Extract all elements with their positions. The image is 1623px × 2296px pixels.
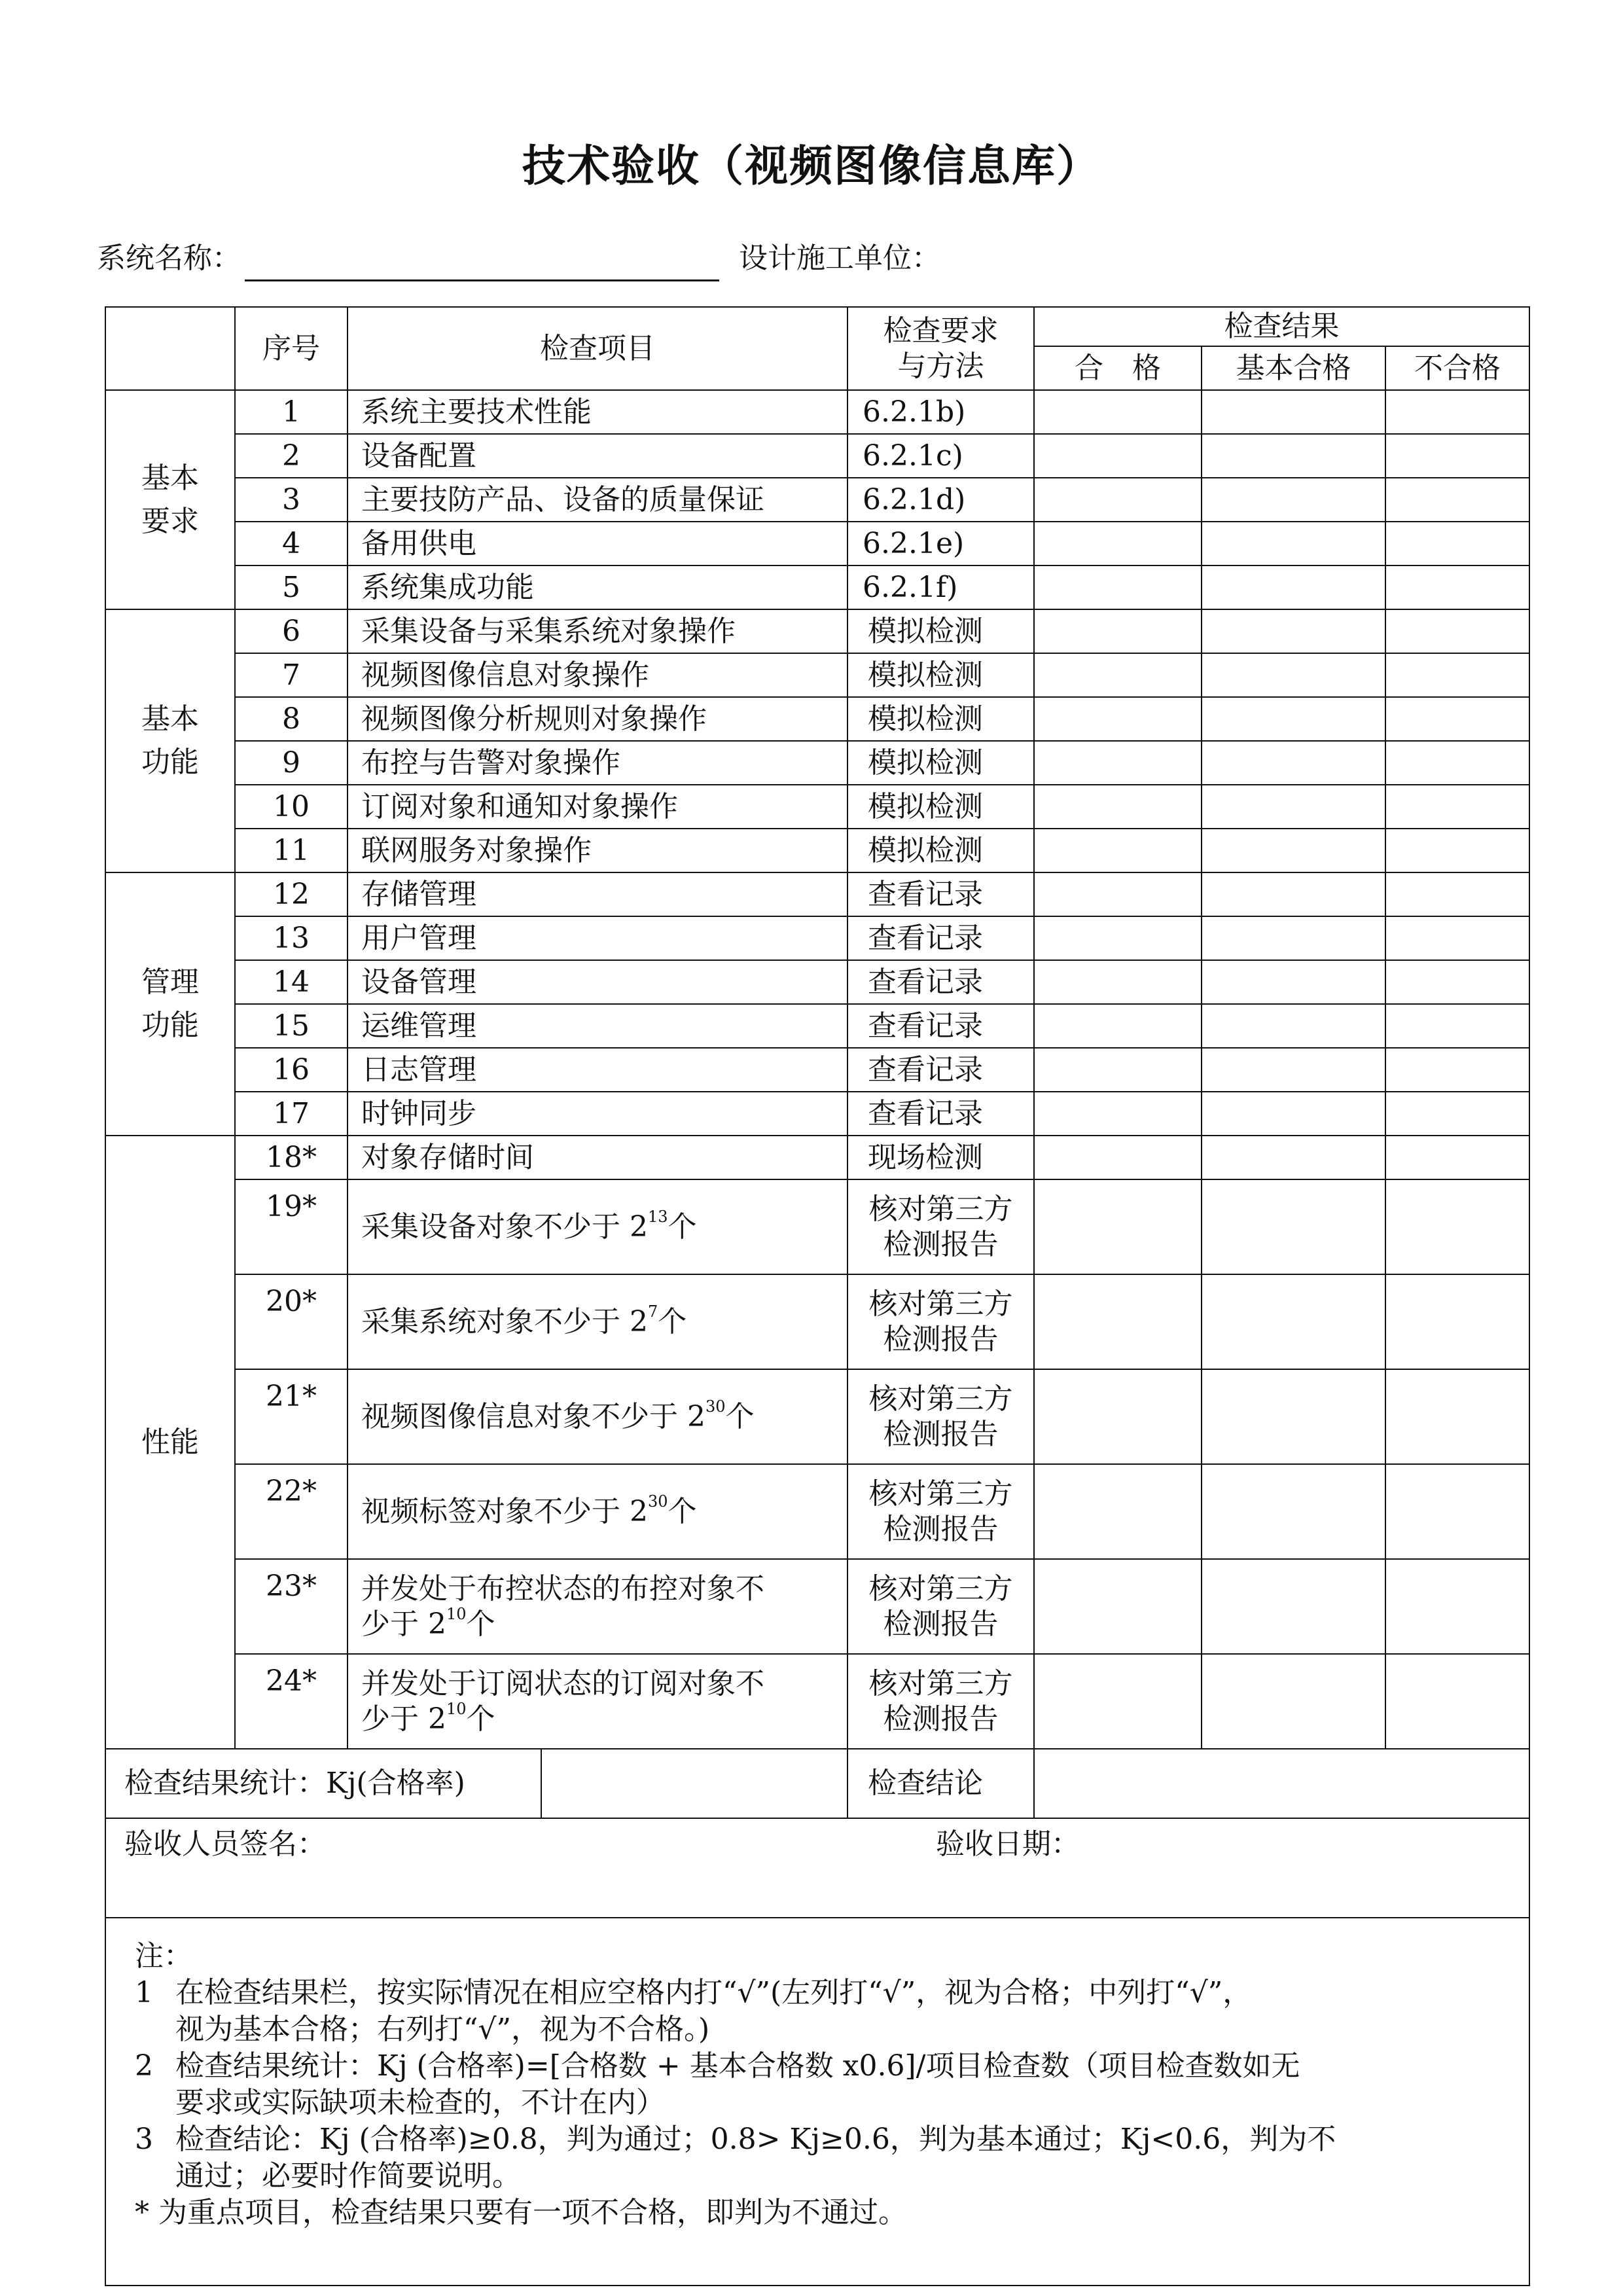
- col-header-method-line1: 检查要求: [883, 314, 999, 348]
- method-cell: 查看记录: [847, 916, 1034, 960]
- seq-cell: 17: [235, 1092, 348, 1136]
- result-basic-pass-cell[interactable]: [1202, 1092, 1385, 1136]
- method-cell: [847, 1369, 1034, 1464]
- note-1-number: 1: [135, 1976, 153, 2009]
- method-cell: [847, 1274, 1034, 1369]
- method-cell: 模拟检测: [847, 653, 1034, 697]
- table-row: [105, 1654, 1529, 1749]
- seq-cell: 15: [235, 1004, 348, 1048]
- method-cell: 6.2.1c): [847, 434, 1034, 478]
- result-fail-cell[interactable]: [1385, 565, 1529, 609]
- method-cell: 6.2.1d): [847, 478, 1034, 522]
- seq-cell: 24*: [235, 1654, 348, 1749]
- item-cell: 视频图像信息对象操作: [348, 653, 847, 697]
- result-fail-cell[interactable]: [1385, 609, 1529, 653]
- item-suffix: 个: [658, 1304, 687, 1338]
- method-cell: [847, 1179, 1034, 1274]
- result-basic-pass-cell[interactable]: [1202, 1369, 1385, 1464]
- table-row: [105, 785, 1529, 829]
- category-cell: [105, 872, 235, 1136]
- item-text: 并发处于布控状态的布控对象不: [361, 1571, 764, 1605]
- result-pass-cell[interactable]: [1034, 1464, 1202, 1559]
- result-basic-pass-cell[interactable]: [1202, 1136, 1385, 1179]
- result-pass-cell[interactable]: [1034, 1369, 1202, 1464]
- col-header-pass: 合 格: [1034, 346, 1202, 390]
- col-header-method-line2: 与方法: [897, 349, 984, 383]
- method-line1: 核对第三方: [868, 1666, 1013, 1700]
- note-1-line1: 在检查结果栏，按实际情况在相应空格内打“√”(左列打“√”，视为合格；中列打“√”，: [175, 1976, 1252, 2009]
- result-fail-cell[interactable]: [1385, 1179, 1529, 1274]
- item-cell: [348, 1559, 847, 1654]
- note-4: * 为重点项目，检查结果只要有一项不合格，即判为不通过。: [135, 2196, 907, 2229]
- note-2-line2: 要求或实际缺项未检查的，不计在内）: [175, 2086, 665, 2119]
- result-fail-cell[interactable]: [1385, 916, 1529, 960]
- method-line2: 检测报告: [883, 1417, 999, 1451]
- item-cell: [348, 1179, 847, 1274]
- note-3-line2: 通过；必要时作简要说明。: [175, 2159, 521, 2193]
- page-title: 技术验收（视频图像信息库）: [522, 141, 1101, 191]
- stats-label: 检查结果统计：Kj(合格率): [106, 1749, 542, 1818]
- result-basic-pass-cell[interactable]: [1202, 478, 1385, 522]
- notes-cell: [105, 1918, 1529, 2286]
- result-pass-cell[interactable]: [1034, 434, 1202, 478]
- category-label: 基本要求: [141, 461, 199, 538]
- method-line2: 检测报告: [883, 1227, 999, 1261]
- item-suffix: 个: [668, 1210, 697, 1244]
- result-pass-cell[interactable]: [1034, 1559, 1202, 1654]
- method-cell: 查看记录: [847, 1004, 1034, 1048]
- result-basic-pass-cell[interactable]: [1202, 741, 1385, 785]
- item-cell: 时钟同步: [348, 1092, 847, 1136]
- table-row: [105, 1092, 1529, 1136]
- result-pass-cell[interactable]: [1034, 565, 1202, 609]
- result-pass-cell[interactable]: [1034, 609, 1202, 653]
- col-header-basic-pass: 基本合格: [1202, 346, 1385, 390]
- item-suffix: 个: [466, 1607, 495, 1641]
- result-fail-cell[interactable]: [1385, 872, 1529, 916]
- result-fail-cell[interactable]: [1385, 1654, 1529, 1749]
- category-label: 基本功能: [141, 702, 199, 779]
- result-basic-pass-cell[interactable]: [1202, 522, 1385, 565]
- method-cell: 模拟检测: [847, 697, 1034, 741]
- result-fail-cell[interactable]: [1385, 1004, 1529, 1048]
- seq-cell: 21*: [235, 1369, 348, 1464]
- category-cell: [105, 390, 235, 609]
- seq-cell: 12: [235, 872, 348, 916]
- item-text: 采集设备对象不少于 2: [361, 1210, 648, 1244]
- header-line: [97, 236, 940, 281]
- result-basic-pass-cell[interactable]: [1202, 609, 1385, 653]
- seq-cell: 9: [235, 741, 348, 785]
- item-cell: 存储管理: [348, 872, 847, 916]
- result-pass-cell[interactable]: [1034, 960, 1202, 1004]
- table-row: [105, 872, 1529, 916]
- system-name-label: 系统名称：: [97, 242, 241, 275]
- item-cell: [348, 1274, 847, 1369]
- notes-row: [105, 1918, 1529, 2286]
- seq-cell: 3: [235, 478, 348, 522]
- table-row: [105, 1559, 1529, 1654]
- result-pass-cell[interactable]: [1034, 1179, 1202, 1274]
- result-basic-pass-cell[interactable]: [1202, 1179, 1385, 1274]
- result-fail-cell[interactable]: [1385, 785, 1529, 829]
- seq-cell: 20*: [235, 1274, 348, 1369]
- stats-value-field[interactable]: [542, 1749, 847, 1818]
- seq-cell: 16: [235, 1048, 348, 1092]
- category-label: 管理功能: [141, 965, 199, 1042]
- result-fail-cell[interactable]: [1385, 1136, 1529, 1179]
- item-cell: [348, 1464, 847, 1559]
- item-text: 并发处于订阅状态的订阅对象不: [361, 1666, 764, 1700]
- result-fail-cell[interactable]: [1385, 653, 1529, 697]
- method-cell: 查看记录: [847, 1048, 1034, 1092]
- table-row: [105, 1274, 1529, 1369]
- item-cell: 日志管理: [348, 1048, 847, 1092]
- result-pass-cell[interactable]: [1034, 785, 1202, 829]
- exponent: 10: [446, 1699, 467, 1718]
- method-line1: 核对第三方: [868, 1571, 1013, 1605]
- col-header-method: [847, 307, 1034, 390]
- stats-cell: [105, 1749, 847, 1818]
- result-fail-cell[interactable]: [1385, 1464, 1529, 1559]
- note-3-line1: 检查结论：Kj (合格率)≥0.8，判为通过；0.8> Kj≥0.6，判为基本通过；Kj<0.6，判为不: [175, 2123, 1336, 2156]
- result-fail-cell[interactable]: [1385, 434, 1529, 478]
- result-fail-cell[interactable]: [1385, 1274, 1529, 1369]
- method-cell: [847, 1464, 1034, 1559]
- item-cell: 系统主要技术性能: [348, 390, 847, 434]
- category-label: 性能: [141, 1425, 199, 1459]
- result-fail-cell[interactable]: [1385, 829, 1529, 872]
- note-2-number: 2: [135, 2049, 153, 2083]
- item-cell: 联网服务对象操作: [348, 829, 847, 872]
- item-text: 视频图像信息对象不少于 2: [361, 1399, 705, 1433]
- item-cell: 视频图像分析规则对象操作: [348, 697, 847, 741]
- seq-cell: 10: [235, 785, 348, 829]
- seq-cell: 5: [235, 565, 348, 609]
- method-cell: 6.2.1f): [847, 565, 1034, 609]
- table-row: [105, 960, 1529, 1004]
- result-fail-cell[interactable]: [1385, 960, 1529, 1004]
- result-basic-pass-cell[interactable]: [1202, 434, 1385, 478]
- acceptance-table: [105, 306, 1530, 2286]
- result-fail-cell[interactable]: [1385, 390, 1529, 434]
- item-suffix: 个: [466, 1702, 495, 1736]
- result-fail-cell[interactable]: [1385, 1048, 1529, 1092]
- seq-cell: 2: [235, 434, 348, 478]
- result-pass-cell[interactable]: [1034, 1048, 1202, 1092]
- method-cell: 模拟检测: [847, 741, 1034, 785]
- method-line1: 核对第三方: [868, 1287, 1013, 1321]
- table-row: [105, 916, 1529, 960]
- seq-cell: 6: [235, 609, 348, 653]
- item-cell: 系统集成功能: [348, 565, 847, 609]
- table-row: [105, 434, 1529, 478]
- result-fail-cell[interactable]: [1385, 1369, 1529, 1464]
- item-cell: [348, 1369, 847, 1464]
- col-header-fail: 不合格: [1385, 346, 1529, 390]
- result-basic-pass-cell[interactable]: [1202, 697, 1385, 741]
- table-row: [105, 653, 1529, 697]
- signer-label: 验收人员签名：: [124, 1827, 326, 1861]
- table-row: [105, 609, 1529, 653]
- stats-row: [105, 1749, 1529, 1818]
- result-pass-cell[interactable]: [1034, 478, 1202, 522]
- seq-cell: 13: [235, 916, 348, 960]
- result-pass-cell[interactable]: [1034, 1092, 1202, 1136]
- item-suffix: 个: [668, 1494, 697, 1528]
- result-pass-cell[interactable]: [1034, 1136, 1202, 1179]
- seq-cell: 1: [235, 390, 348, 434]
- method-cell: [847, 1654, 1034, 1749]
- note-1-line2: 视为基本合格；右列打“√”，视为不合格。): [175, 2013, 710, 2046]
- seq-cell: 7: [235, 653, 348, 697]
- result-basic-pass-cell[interactable]: [1202, 1464, 1385, 1559]
- method-cell: 查看记录: [847, 1092, 1034, 1136]
- method-line2: 检测报告: [883, 1512, 999, 1546]
- item-cell: 订阅对象和通知对象操作: [348, 785, 847, 829]
- result-basic-pass-cell[interactable]: [1202, 916, 1385, 960]
- method-cell: 查看记录: [847, 872, 1034, 916]
- item-text-line2: 少于 2: [361, 1702, 446, 1736]
- item-text-line2: 少于 2: [361, 1607, 446, 1641]
- item-cell: 布控与告警对象操作: [348, 741, 847, 785]
- result-fail-cell[interactable]: [1385, 522, 1529, 565]
- method-line1: 核对第三方: [868, 1477, 1013, 1511]
- seq-cell: 23*: [235, 1559, 348, 1654]
- table-row: [105, 1464, 1529, 1559]
- item-cell: 运维管理: [348, 1004, 847, 1048]
- result-pass-cell[interactable]: [1034, 1004, 1202, 1048]
- result-pass-cell[interactable]: [1034, 653, 1202, 697]
- result-fail-cell[interactable]: [1385, 478, 1529, 522]
- result-basic-pass-cell[interactable]: [1202, 872, 1385, 916]
- method-line2: 检测报告: [883, 1322, 999, 1356]
- method-line2: 检测报告: [883, 1607, 999, 1641]
- item-cell: 主要技防产品、设备的质量保证: [348, 478, 847, 522]
- note-2-line1: 检查结果统计：Kj (合格率)=[合格数 + 基本合格数 x0.6]/项目检查数（项目检查数如无: [175, 2049, 1300, 2083]
- result-basic-pass-cell[interactable]: [1202, 1004, 1385, 1048]
- seq-cell: 22*: [235, 1464, 348, 1559]
- item-cell: 设备管理: [348, 960, 847, 1004]
- result-basic-pass-cell[interactable]: [1202, 829, 1385, 872]
- result-pass-cell[interactable]: [1034, 829, 1202, 872]
- table-row: [105, 565, 1529, 609]
- method-line1: 核对第三方: [868, 1192, 1013, 1226]
- signature-row: [105, 1818, 1529, 1918]
- note-3-number: 3: [135, 2123, 153, 2156]
- item-text: 视频标签对象不少于 2: [361, 1494, 648, 1528]
- item-cell: 备用供电: [348, 522, 847, 565]
- result-basic-pass-cell[interactable]: [1202, 1559, 1385, 1654]
- item-cell: 用户管理: [348, 916, 847, 960]
- result-pass-cell[interactable]: [1034, 1654, 1202, 1749]
- result-fail-cell[interactable]: [1385, 697, 1529, 741]
- exponent: 30: [705, 1397, 726, 1416]
- result-basic-pass-cell[interactable]: [1202, 785, 1385, 829]
- result-basic-pass-cell[interactable]: [1202, 390, 1385, 434]
- method-cell: 现场检测: [847, 1136, 1034, 1179]
- result-basic-pass-cell[interactable]: [1202, 1274, 1385, 1369]
- exponent: 13: [647, 1207, 668, 1226]
- result-basic-pass-cell[interactable]: [1202, 565, 1385, 609]
- exponent: 30: [647, 1492, 668, 1511]
- col-header-seq: 序号: [235, 307, 348, 390]
- table-row: [105, 829, 1529, 872]
- table-row: [105, 1369, 1529, 1464]
- result-pass-cell[interactable]: [1034, 522, 1202, 565]
- method-cell: 模拟检测: [847, 609, 1034, 653]
- corner-cell: [105, 307, 235, 390]
- item-cell: [348, 1654, 847, 1749]
- result-basic-pass-cell[interactable]: [1202, 653, 1385, 697]
- col-header-item: 检查项目: [348, 307, 847, 390]
- result-fail-cell[interactable]: [1385, 1092, 1529, 1136]
- table-row: [105, 697, 1529, 741]
- table-row: [105, 1004, 1529, 1048]
- result-basic-pass-cell[interactable]: [1202, 1048, 1385, 1092]
- category-cell: [105, 609, 235, 872]
- table-row: [105, 522, 1529, 565]
- result-pass-cell[interactable]: [1034, 1274, 1202, 1369]
- date-label: 验收日期：: [936, 1827, 1080, 1861]
- category-cell: [105, 1136, 235, 1749]
- result-fail-cell[interactable]: [1385, 741, 1529, 785]
- exponent: 7: [647, 1302, 658, 1321]
- method-cell: 查看记录: [847, 960, 1034, 1004]
- method-line2: 检测报告: [883, 1702, 999, 1736]
- system-name-field[interactable]: [245, 248, 719, 281]
- result-pass-cell[interactable]: [1034, 697, 1202, 741]
- item-cell: 对象存储时间: [348, 1136, 847, 1179]
- result-basic-pass-cell[interactable]: [1202, 960, 1385, 1004]
- item-cell: 设备配置: [348, 434, 847, 478]
- seq-cell: 19*: [235, 1179, 348, 1274]
- signature-cell[interactable]: [105, 1818, 1529, 1918]
- table-row: [105, 1179, 1529, 1274]
- item-text: 采集系统对象不少于 2: [361, 1304, 648, 1338]
- item-suffix: 个: [725, 1399, 755, 1433]
- result-basic-pass-cell[interactable]: [1202, 1654, 1385, 1749]
- method-cell: 6.2.1b): [847, 390, 1034, 434]
- item-cell: 采集设备与采集系统对象操作: [348, 609, 847, 653]
- conclusion-field[interactable]: [1034, 1749, 1529, 1818]
- result-pass-cell[interactable]: [1034, 390, 1202, 434]
- conclusion-label: 检查结论: [847, 1749, 1034, 1818]
- seq-cell: 4: [235, 522, 348, 565]
- result-pass-cell[interactable]: [1034, 916, 1202, 960]
- method-cell: 模拟检测: [847, 785, 1034, 829]
- seq-cell: 14: [235, 960, 348, 1004]
- notes-heading: 注：: [135, 1939, 192, 1973]
- result-pass-cell[interactable]: [1034, 741, 1202, 785]
- result-pass-cell[interactable]: [1034, 872, 1202, 916]
- method-cell: [847, 1559, 1034, 1654]
- table-row: [105, 1048, 1529, 1092]
- result-fail-cell[interactable]: [1385, 1559, 1529, 1654]
- method-cell: 6.2.1e): [847, 522, 1034, 565]
- table-row: [105, 741, 1529, 785]
- seq-cell: 11: [235, 829, 348, 872]
- exponent: 10: [446, 1604, 467, 1623]
- design-unit-label: 设计施工单位：: [739, 242, 940, 275]
- table-row: [105, 1136, 1529, 1179]
- method-line1: 核对第三方: [868, 1382, 1013, 1416]
- col-header-result: 检查结果: [1034, 307, 1529, 346]
- method-cell: 模拟检测: [847, 829, 1034, 872]
- table-row: [105, 390, 1529, 434]
- table-row: [105, 478, 1529, 522]
- seq-cell: 18*: [235, 1136, 348, 1179]
- seq-cell: 8: [235, 697, 348, 741]
